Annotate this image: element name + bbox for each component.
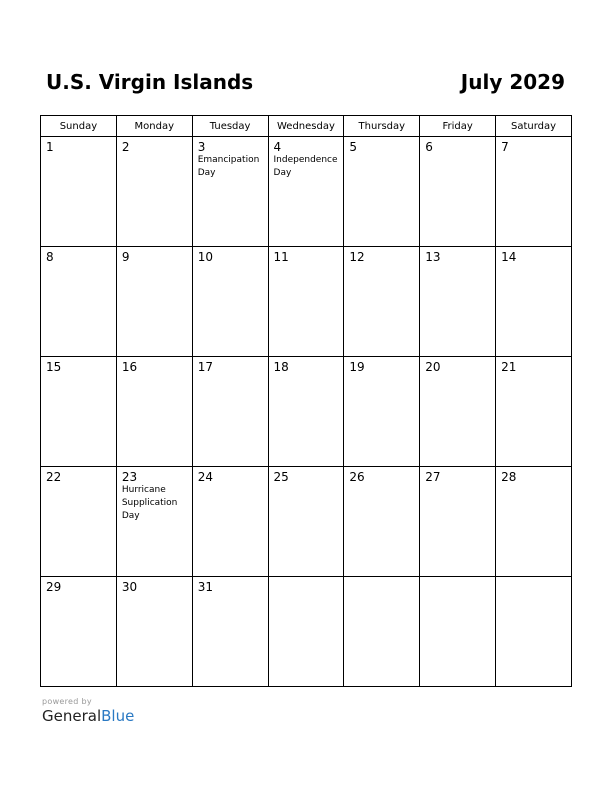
day-number: 31 [197,580,213,594]
week-row [41,577,572,687]
day-cell [420,577,496,687]
day-number: 3 [197,140,206,154]
weekday-header-row [41,116,572,137]
weekday-header: Sunday [41,116,117,137]
week-row [41,137,572,247]
day-cell [344,577,420,687]
day-cell [192,577,268,687]
day-cell [496,247,572,357]
day-number: 9 [121,250,130,264]
calendar-month-title: July 2029 [460,70,565,94]
weekday-header: Monday [116,116,192,137]
day-number: 29 [46,580,62,594]
day-number: 25 [273,470,289,484]
day-cell [268,247,344,357]
day-number: 23 [121,470,138,484]
holiday-label: Hurricane Supplication Day [121,485,178,521]
day-number: 13 [425,250,441,264]
day-number: 19 [349,360,365,374]
day-number: 6 [425,140,433,154]
day-number: 2 [121,140,130,154]
day-number: 1 [46,140,54,154]
day-cell [496,577,572,687]
week-row [41,467,572,577]
day-cell [344,467,420,577]
day-number: 22 [46,470,62,484]
day-cell [192,137,268,247]
day-cell [420,137,496,247]
day-number: 14 [501,250,517,264]
day-number: 15 [46,360,62,374]
day-cell [268,467,344,577]
day-cell [268,577,344,687]
day-cell [116,577,192,687]
holiday-label: Independence Day [273,155,338,178]
day-cell [116,467,192,577]
day-number: 8 [46,250,54,264]
day-number: 17 [197,360,213,374]
day-number: 11 [273,250,289,264]
day-cell [116,247,192,357]
day-cell [496,467,572,577]
day-cell [192,467,268,577]
brand-name-blue: Blue [101,707,135,725]
day-number: 20 [425,360,441,374]
day-number: 10 [197,250,213,264]
brand-logo [42,707,134,725]
day-number: 7 [501,140,509,154]
day-cell [116,137,192,247]
day-cell [41,577,117,687]
day-cell [420,247,496,357]
day-number: 18 [273,360,289,374]
day-number: 21 [501,360,517,374]
day-number: 5 [349,140,358,154]
day-cell [41,357,117,467]
day-cell [496,137,572,247]
day-number: 12 [349,250,365,264]
weekday-header: Wednesday [268,116,344,137]
day-number: 27 [425,470,441,484]
brand-name-general: General [42,707,102,725]
day-cell [268,137,344,247]
powered-by-text: powered by [42,697,92,706]
day-number: 28 [501,470,517,484]
day-number: 30 [121,580,138,594]
day-cell [344,137,420,247]
day-number: 24 [197,470,213,484]
footer-branding [42,697,134,725]
day-cell [344,247,420,357]
day-cell [344,357,420,467]
weekday-header: Friday [420,116,496,137]
day-cell [41,247,117,357]
day-cell [192,357,268,467]
day-number: 26 [349,470,365,484]
day-cell [420,467,496,577]
week-row [41,357,572,467]
day-number: 16 [121,360,138,374]
weekday-header: Thursday [344,116,420,137]
day-cell [41,467,117,577]
holiday-label: Emancipation Day [197,155,260,178]
weekday-header: Saturday [496,116,572,137]
day-cell [41,137,117,247]
calendar-country-title: U.S. Virgin Islands [46,70,254,94]
day-number: 4 [273,140,282,154]
week-row [41,247,572,357]
calendar-grid [40,115,572,687]
day-cell [496,357,572,467]
day-cell [420,357,496,467]
day-cell [116,357,192,467]
day-cell [268,357,344,467]
day-cell [192,247,268,357]
weekday-header: Tuesday [192,116,268,137]
